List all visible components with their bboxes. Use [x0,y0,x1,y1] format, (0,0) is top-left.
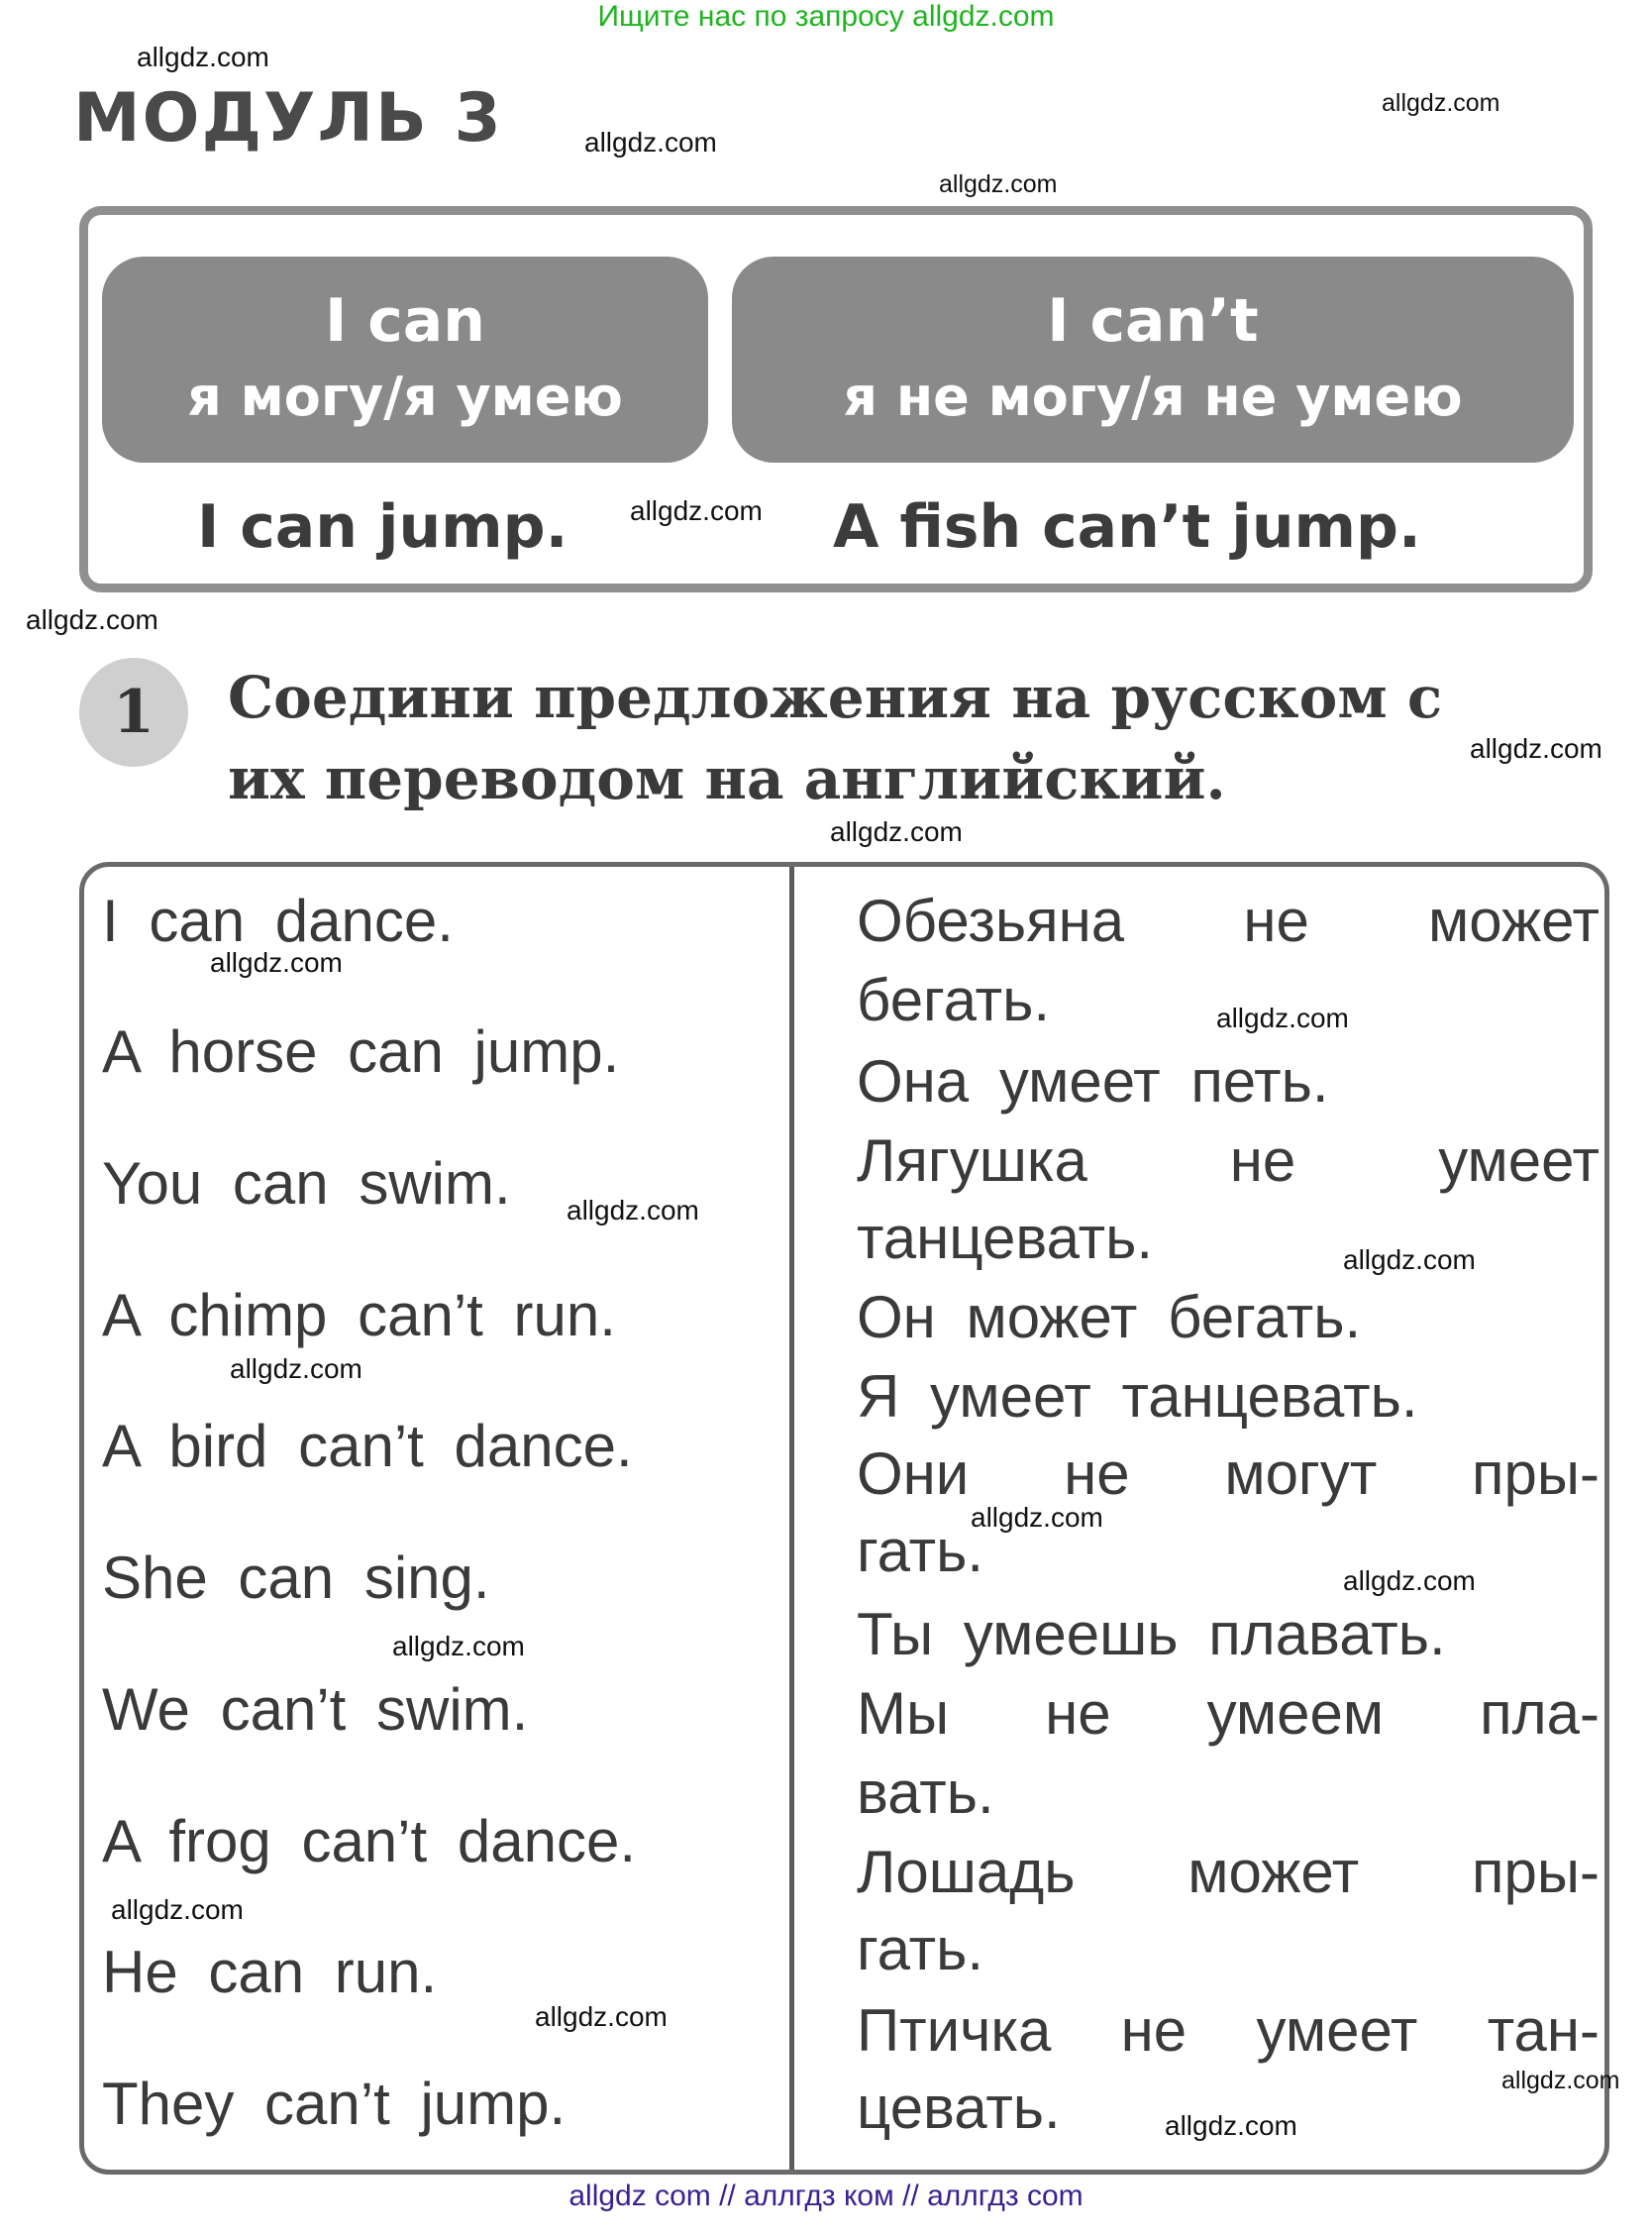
russian-sentence-line [857,1517,1600,1585]
russian-sentence-line [857,1915,1600,1983]
russian-word: вать. [857,1759,994,1826]
russian-sentence-line [857,1679,1600,1748]
russian-word: Он может бегать. [857,1284,1362,1350]
watermark: allgdz.com [1165,2110,1297,2141]
watermark: allgdz.com [1501,2067,1620,2094]
russian-word: танцевать. [857,1205,1154,1271]
russian-sentence-line [857,1283,1600,1351]
top-banner: Ищите нас по запросу allgdz.com [597,0,1055,33]
russian-sentence-line [857,1204,1600,1272]
russian-word: может [1428,888,1600,954]
russian-sentence-line [857,1362,1600,1431]
task-number-badge: 1 [79,658,188,767]
can-rule-english: I can [325,286,485,356]
watermark: allgdz.com [630,495,763,526]
russian-sentence-line [857,1047,1600,1116]
watermark: allgdz.com [830,816,963,847]
watermark: allgdz.com [1343,1565,1476,1596]
russian-sentence-line [857,887,1600,955]
russian-word: гать. [857,1518,984,1584]
task-instruction-line-1: Соедини предложения на русском с [228,664,1443,731]
russian-sentence-line [857,1838,1600,1906]
russian-word: пры- [1472,1839,1600,1905]
cant-rule-pill [732,257,1574,463]
russian-word: Я умеет танцевать. [857,1363,1418,1430]
bottom-banner: allgdz com // аллгдз ком // аллгдз com [568,2180,1084,2212]
russian-word: может [1187,1839,1360,1905]
russian-word: Обезьяна [857,888,1125,954]
grammar-box [79,206,1593,592]
cant-rule-english: I can’t [1047,286,1259,356]
watermark: allgdz.com [584,127,717,158]
english-sentence: A horse can jump. [102,1018,620,1085]
russian-word: цевать. [857,2075,1061,2141]
russian-word: Ты умеешь плавать. [857,1601,1446,1667]
example-cant-sentence: A fish can’t jump. [833,492,1421,562]
example-can-sentence: I can jump. [197,492,568,562]
english-sentence: A bird can’t dance. [102,1413,633,1479]
matching-table [79,862,1609,2175]
russian-word: тан- [1487,1997,1600,2064]
task-instruction-line-2: их переводом на английский. [228,745,1226,812]
russian-word: Они [857,1440,970,1507]
russian-word: не [1229,1127,1296,1194]
watermark: allgdz.com [1216,1003,1349,1033]
russian-sentence-line [857,1600,1600,1668]
english-sentence: You can swim. [102,1150,511,1217]
russian-word: умеем [1206,1680,1385,1747]
russian-sentence-line [857,1996,1600,2065]
russian-word: не [1064,1440,1130,1507]
russian-word: умеет [1438,1127,1600,1194]
watermark: allgdz.com [1343,1244,1476,1275]
russian-word: Лошадь [857,1839,1076,1905]
russian-word: гать. [857,1916,984,1982]
module-title: МОДУЛЬ 3 [73,79,503,158]
russian-word: Мы [857,1680,950,1747]
watermark: allgdz.com [230,1353,362,1384]
watermark: allgdz.com [26,604,158,635]
english-sentence: We can’t swim. [102,1676,529,1743]
russian-word: Лягушка [857,1127,1087,1194]
russian-sentence-line [857,1126,1600,1195]
watermark: allgdz.com [210,947,343,978]
can-rule-pill [102,257,708,463]
russian-word: не [1120,1997,1187,2064]
english-sentence: He can run. [102,1939,438,2005]
russian-word: бегать. [857,967,1051,1033]
watermark: allgdz.com [111,1894,244,1925]
can-rule-russian: я могу/я умею [187,366,623,428]
watermark: allgdz.com [971,1502,1103,1533]
watermark: allgdz.com [535,2001,668,2032]
english-sentence: A chimp can’t run. [102,1282,616,1348]
russian-word: не [1243,888,1309,954]
watermark: allgdz.com [137,42,269,72]
russian-word: Птичка [857,1997,1052,2064]
russian-word: пры- [1472,1440,1600,1507]
watermark: allgdz.com [392,1631,525,1661]
english-sentence: I can dance. [102,888,454,954]
watermark: allgdz.com [939,170,1058,198]
russian-word: пла- [1480,1680,1600,1747]
english-sentence: They can’t jump. [102,2071,567,2137]
watermark: allgdz.com [1470,733,1602,764]
watermark: allgdz.com [1382,89,1500,117]
russian-sentence-line [857,1758,1600,1827]
russian-word: Она умеет петь. [857,1048,1329,1115]
table-column-divider [789,867,794,2170]
russian-sentence-line [857,1439,1600,1508]
watermark: allgdz.com [567,1195,699,1225]
english-sentence: She can sing. [102,1545,490,1611]
russian-word: умеет [1256,1997,1418,2064]
cant-rule-russian: я не могу/я не умею [843,366,1463,428]
russian-word: не [1045,1680,1111,1747]
russian-word: могут [1224,1440,1378,1507]
english-sentence: A frog can’t dance. [102,1808,636,1874]
